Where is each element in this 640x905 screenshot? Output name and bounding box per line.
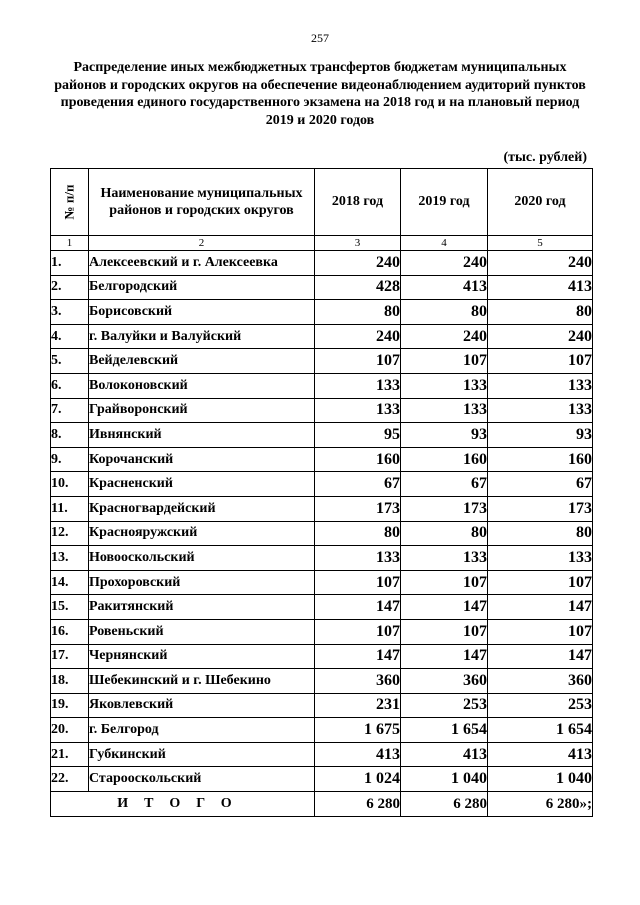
column-index: 1: [51, 236, 89, 251]
header-num: № п/п: [51, 169, 89, 236]
table-row: [51, 398, 593, 423]
row-number: 4.: [51, 324, 89, 349]
value-2020: 360: [488, 669, 593, 694]
table-row: [51, 275, 593, 300]
value-2018: 80: [315, 300, 401, 325]
table-row: [51, 373, 593, 398]
value-2018: 67: [315, 472, 401, 497]
value-2020: 80: [488, 521, 593, 546]
value-2020: 240: [488, 324, 593, 349]
value-2019: 107: [401, 619, 488, 644]
table-row: [51, 742, 593, 767]
district-name: Борисовский: [89, 300, 315, 325]
value-2019: 1 654: [401, 718, 488, 743]
value-2020: 240: [488, 251, 593, 276]
row-number: 9.: [51, 447, 89, 472]
value-2020: 107: [488, 349, 593, 374]
row-number: 12.: [51, 521, 89, 546]
value-2019: 80: [401, 300, 488, 325]
district-name: Красненский: [89, 472, 315, 497]
value-2018: 133: [315, 373, 401, 398]
value-2018: 240: [315, 251, 401, 276]
table-body: [51, 251, 593, 792]
row-number: 3.: [51, 300, 89, 325]
table-row: [51, 251, 593, 276]
row-number: 14.: [51, 570, 89, 595]
district-name: Алексеевский и г. Алексеевка: [89, 251, 315, 276]
value-2020: 160: [488, 447, 593, 472]
transfers-table: [50, 168, 593, 817]
table-row: [51, 570, 593, 595]
district-name: Белгородский: [89, 275, 315, 300]
district-name: Ровеньский: [89, 619, 315, 644]
table-row: [51, 546, 593, 571]
units-label: (тыс. рублей): [503, 150, 587, 165]
value-2018: 107: [315, 619, 401, 644]
district-name: Волоконовский: [89, 373, 315, 398]
value-2018: 360: [315, 669, 401, 694]
value-2019: 93: [401, 423, 488, 448]
table-row: [51, 619, 593, 644]
value-2020: 147: [488, 644, 593, 669]
row-number: 5.: [51, 349, 89, 374]
value-2019: 240: [401, 251, 488, 276]
value-2018: 1 024: [315, 767, 401, 792]
value-2018: 107: [315, 349, 401, 374]
value-2020: 107: [488, 619, 593, 644]
value-2018: 133: [315, 398, 401, 423]
total-2019: 6 280: [401, 792, 488, 817]
value-2020: 1 654: [488, 718, 593, 743]
value-2018: 240: [315, 324, 401, 349]
column-index: 3: [315, 236, 401, 251]
page-number: 257: [311, 31, 329, 45]
value-2019: 173: [401, 496, 488, 521]
table-row: [51, 693, 593, 718]
value-2020: 67: [488, 472, 593, 497]
value-2020: 133: [488, 373, 593, 398]
district-name: Красногвардейский: [89, 496, 315, 521]
value-2018: 173: [315, 496, 401, 521]
district-name: Новооскольский: [89, 546, 315, 571]
table-row: [51, 447, 593, 472]
district-name: Чернянский: [89, 644, 315, 669]
value-2019: 67: [401, 472, 488, 497]
value-2019: 1 040: [401, 767, 488, 792]
header-2020: 2020 год: [488, 169, 593, 236]
header-2018: 2018 год: [315, 169, 401, 236]
header-name: Наименование муниципальных районов и городских округов: [89, 169, 315, 236]
value-2018: 231: [315, 693, 401, 718]
table-header-row: [51, 169, 593, 236]
row-number: 15.: [51, 595, 89, 620]
row-number: 16.: [51, 619, 89, 644]
table-row: [51, 300, 593, 325]
column-index: 4: [401, 236, 488, 251]
total-label: ИТОГО: [51, 792, 315, 817]
district-name: Шебекинский и г. Шебекино: [89, 669, 315, 694]
value-2020: 133: [488, 398, 593, 423]
value-2018: 147: [315, 644, 401, 669]
value-2020: 147: [488, 595, 593, 620]
table-row: [51, 324, 593, 349]
table-row: [51, 595, 593, 620]
value-2019: 160: [401, 447, 488, 472]
value-2020: 93: [488, 423, 593, 448]
table-row: [51, 521, 593, 546]
column-index-row: [51, 236, 593, 251]
row-number: 1.: [51, 251, 89, 276]
value-2019: 133: [401, 373, 488, 398]
value-2019: 240: [401, 324, 488, 349]
table-row: [51, 423, 593, 448]
row-number: 11.: [51, 496, 89, 521]
row-number: 10.: [51, 472, 89, 497]
value-2019: 80: [401, 521, 488, 546]
value-2020: 253: [488, 693, 593, 718]
row-number: 22.: [51, 767, 89, 792]
value-2020: 413: [488, 275, 593, 300]
row-number: 7.: [51, 398, 89, 423]
header-2019: 2019 год: [401, 169, 488, 236]
table-row: [51, 644, 593, 669]
district-name: Корочанский: [89, 447, 315, 472]
district-name: Краснояружский: [89, 521, 315, 546]
value-2018: 147: [315, 595, 401, 620]
value-2018: 413: [315, 742, 401, 767]
value-2019: 133: [401, 398, 488, 423]
value-2018: 1 675: [315, 718, 401, 743]
value-2019: 413: [401, 742, 488, 767]
total-2020: 6 280»;: [488, 792, 593, 817]
value-2018: 80: [315, 521, 401, 546]
row-number: 2.: [51, 275, 89, 300]
value-2018: 160: [315, 447, 401, 472]
row-number: 6.: [51, 373, 89, 398]
district-name: Губкинский: [89, 742, 315, 767]
total-2018: 6 280: [315, 792, 401, 817]
value-2019: 147: [401, 644, 488, 669]
table-row: [51, 472, 593, 497]
column-index: 5: [488, 236, 593, 251]
row-number: 13.: [51, 546, 89, 571]
value-2020: 133: [488, 546, 593, 571]
table-row: [51, 718, 593, 743]
table-row: [51, 496, 593, 521]
table-row: [51, 349, 593, 374]
district-name: Прохоровский: [89, 570, 315, 595]
district-name: г. Валуйки и Валуйский: [89, 324, 315, 349]
value-2019: 413: [401, 275, 488, 300]
row-number: 21.: [51, 742, 89, 767]
value-2019: 107: [401, 570, 488, 595]
document-title: Распределение иных межбюджетных трансфертов бюджетам муниципальных районов и городских округов на обеспечение видеонаблюдением аудиторий пунктов проведения единого государственного экзамена на 2018 год и на плановый период 2019 и 2020 годов: [54, 60, 586, 128]
row-number: 17.: [51, 644, 89, 669]
table-row: [51, 767, 593, 792]
value-2019: 107: [401, 349, 488, 374]
district-name: Ивнянский: [89, 423, 315, 448]
district-name: Яковлевский: [89, 693, 315, 718]
value-2019: 147: [401, 595, 488, 620]
value-2018: 95: [315, 423, 401, 448]
value-2020: 80: [488, 300, 593, 325]
row-number: 18.: [51, 669, 89, 694]
district-name: Вейделевский: [89, 349, 315, 374]
value-2020: 413: [488, 742, 593, 767]
value-2018: 428: [315, 275, 401, 300]
value-2020: 107: [488, 570, 593, 595]
value-2019: 253: [401, 693, 488, 718]
column-index: 2: [89, 236, 315, 251]
total-row: [51, 792, 593, 817]
value-2020: 1 040: [488, 767, 593, 792]
value-2020: 173: [488, 496, 593, 521]
district-name: Ракитянский: [89, 595, 315, 620]
row-number: 20.: [51, 718, 89, 743]
value-2019: 360: [401, 669, 488, 694]
row-number: 19.: [51, 693, 89, 718]
value-2019: 133: [401, 546, 488, 571]
table-row: [51, 669, 593, 694]
district-name: г. Белгород: [89, 718, 315, 743]
value-2018: 107: [315, 570, 401, 595]
district-name: Старооскольский: [89, 767, 315, 792]
row-number: 8.: [51, 423, 89, 448]
value-2018: 133: [315, 546, 401, 571]
district-name: Грайворонский: [89, 398, 315, 423]
